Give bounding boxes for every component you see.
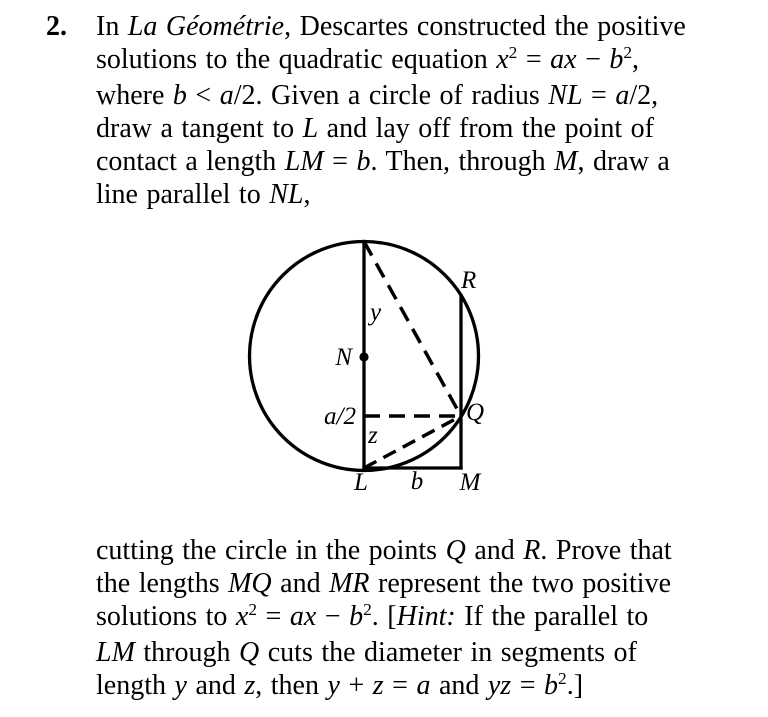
body-text: .]	[566, 670, 584, 701]
math-italic-text: y	[174, 670, 187, 701]
math-italic-text: LM	[96, 637, 135, 668]
body-text: where	[96, 80, 173, 111]
text-line	[96, 636, 672, 669]
text-line	[96, 10, 686, 43]
label-a-half: a/2	[324, 403, 356, 430]
body-text: =	[257, 601, 290, 632]
body-text: −	[576, 44, 610, 75]
body-text: , then	[255, 670, 328, 701]
superscript-text: 2	[248, 600, 258, 620]
math-italic-text: L	[302, 113, 319, 144]
text-line	[96, 178, 686, 211]
body-text: . [	[371, 601, 397, 632]
body-text: and	[186, 670, 245, 701]
math-italic-text: x	[235, 601, 249, 632]
text-line	[96, 112, 686, 145]
body-text: and	[465, 535, 524, 566]
label-z: z	[368, 422, 378, 449]
body-text: cuts the diameter in segments of	[259, 637, 637, 668]
label-R: R	[461, 267, 477, 294]
math-italic-text: z	[372, 670, 384, 701]
body-text: line parallel to	[96, 179, 270, 210]
body-text: and	[430, 670, 488, 701]
math-italic-text: NL	[269, 179, 304, 210]
math-italic-text: a	[615, 80, 630, 111]
math-italic-text: ax	[550, 44, 577, 75]
dashed-top-to-Q-line	[364, 242, 461, 417]
body-text: and lay off from the point of	[318, 113, 654, 144]
text-line	[96, 669, 672, 705]
text-line	[96, 567, 672, 600]
body-text: =	[517, 44, 551, 75]
math-italic-text: ax	[289, 601, 317, 632]
label-Q: Q	[466, 399, 485, 426]
math-italic-text: Q	[239, 637, 260, 668]
text-line	[96, 43, 686, 79]
body-text: solutions to the quadratic equation	[96, 44, 497, 75]
text-line	[96, 534, 672, 567]
body-text: the lengths	[96, 568, 229, 599]
body-text: =	[323, 146, 357, 177]
body-text: −	[316, 601, 350, 632]
descartes-construction-diagram	[236, 230, 494, 502]
math-italic-text: MR	[329, 568, 370, 599]
math-italic-text: NL	[548, 80, 583, 111]
label-L: L	[354, 469, 368, 496]
text-line	[96, 145, 686, 178]
body-text: , Descartes constructed the positive	[284, 11, 686, 42]
math-italic-text: b	[349, 601, 364, 632]
math-italic-text: M	[554, 146, 578, 177]
math-italic-text: z	[244, 670, 256, 701]
center-point-dot	[359, 352, 368, 361]
math-italic-text: R	[523, 535, 541, 566]
math-italic-text: La Géométrie	[127, 11, 285, 42]
math-italic-text: b	[544, 670, 558, 701]
text-line	[96, 600, 672, 636]
math-italic-text: b	[609, 44, 624, 75]
problem-paragraph-top	[96, 10, 686, 211]
math-italic-text: x	[496, 44, 509, 75]
math-italic-text: a	[416, 670, 431, 701]
math-italic-text: MQ	[228, 568, 272, 599]
math-italic-text: a	[219, 80, 234, 111]
body-text: represent the two positive	[369, 568, 671, 599]
body-text: =	[511, 670, 544, 701]
label-N: N	[335, 344, 352, 371]
math-italic-text: Hint:	[396, 601, 456, 632]
body-text: ,	[303, 179, 311, 210]
label-M: M	[459, 469, 481, 496]
body-text: <	[186, 80, 220, 111]
body-text: through	[134, 637, 240, 668]
body-text: . Then, through	[370, 146, 555, 177]
body-text: length	[96, 670, 175, 701]
body-text: =	[582, 80, 616, 111]
figure	[236, 230, 494, 507]
superscript-text: 2	[623, 43, 633, 63]
body-text: =	[383, 670, 417, 701]
superscript-text: 2	[508, 43, 518, 63]
body-text: and	[271, 568, 330, 599]
body-text: In	[96, 11, 128, 42]
body-text: /2,	[629, 80, 659, 111]
math-italic-text: b	[356, 146, 371, 177]
math-italic-text: Q	[445, 535, 466, 566]
text-line	[96, 79, 686, 112]
body-text: draw a tangent to	[96, 113, 303, 144]
body-text: ,	[632, 44, 640, 75]
problem-number: 2.	[46, 11, 67, 42]
body-text: contact a length	[96, 146, 285, 177]
label-y: y	[370, 299, 382, 326]
superscript-text: 2	[363, 600, 372, 620]
label-b: b	[410, 468, 424, 495]
superscript-text: 2	[558, 669, 567, 689]
body-text: +	[339, 670, 373, 701]
math-italic-text: yz	[487, 670, 512, 701]
body-text: , draw a	[577, 146, 670, 177]
body-text: solutions to	[96, 601, 236, 632]
math-italic-text: y	[327, 670, 340, 701]
math-italic-text: LM	[284, 146, 324, 177]
body-text: /2. Given a circle of radius	[233, 80, 549, 111]
problem-paragraph-bottom	[96, 534, 672, 705]
body-text: cutting the circle in the points	[96, 535, 446, 566]
math-italic-text: b	[172, 80, 187, 111]
body-text: . Prove that	[540, 535, 672, 566]
body-text: If the parallel to	[455, 601, 649, 632]
